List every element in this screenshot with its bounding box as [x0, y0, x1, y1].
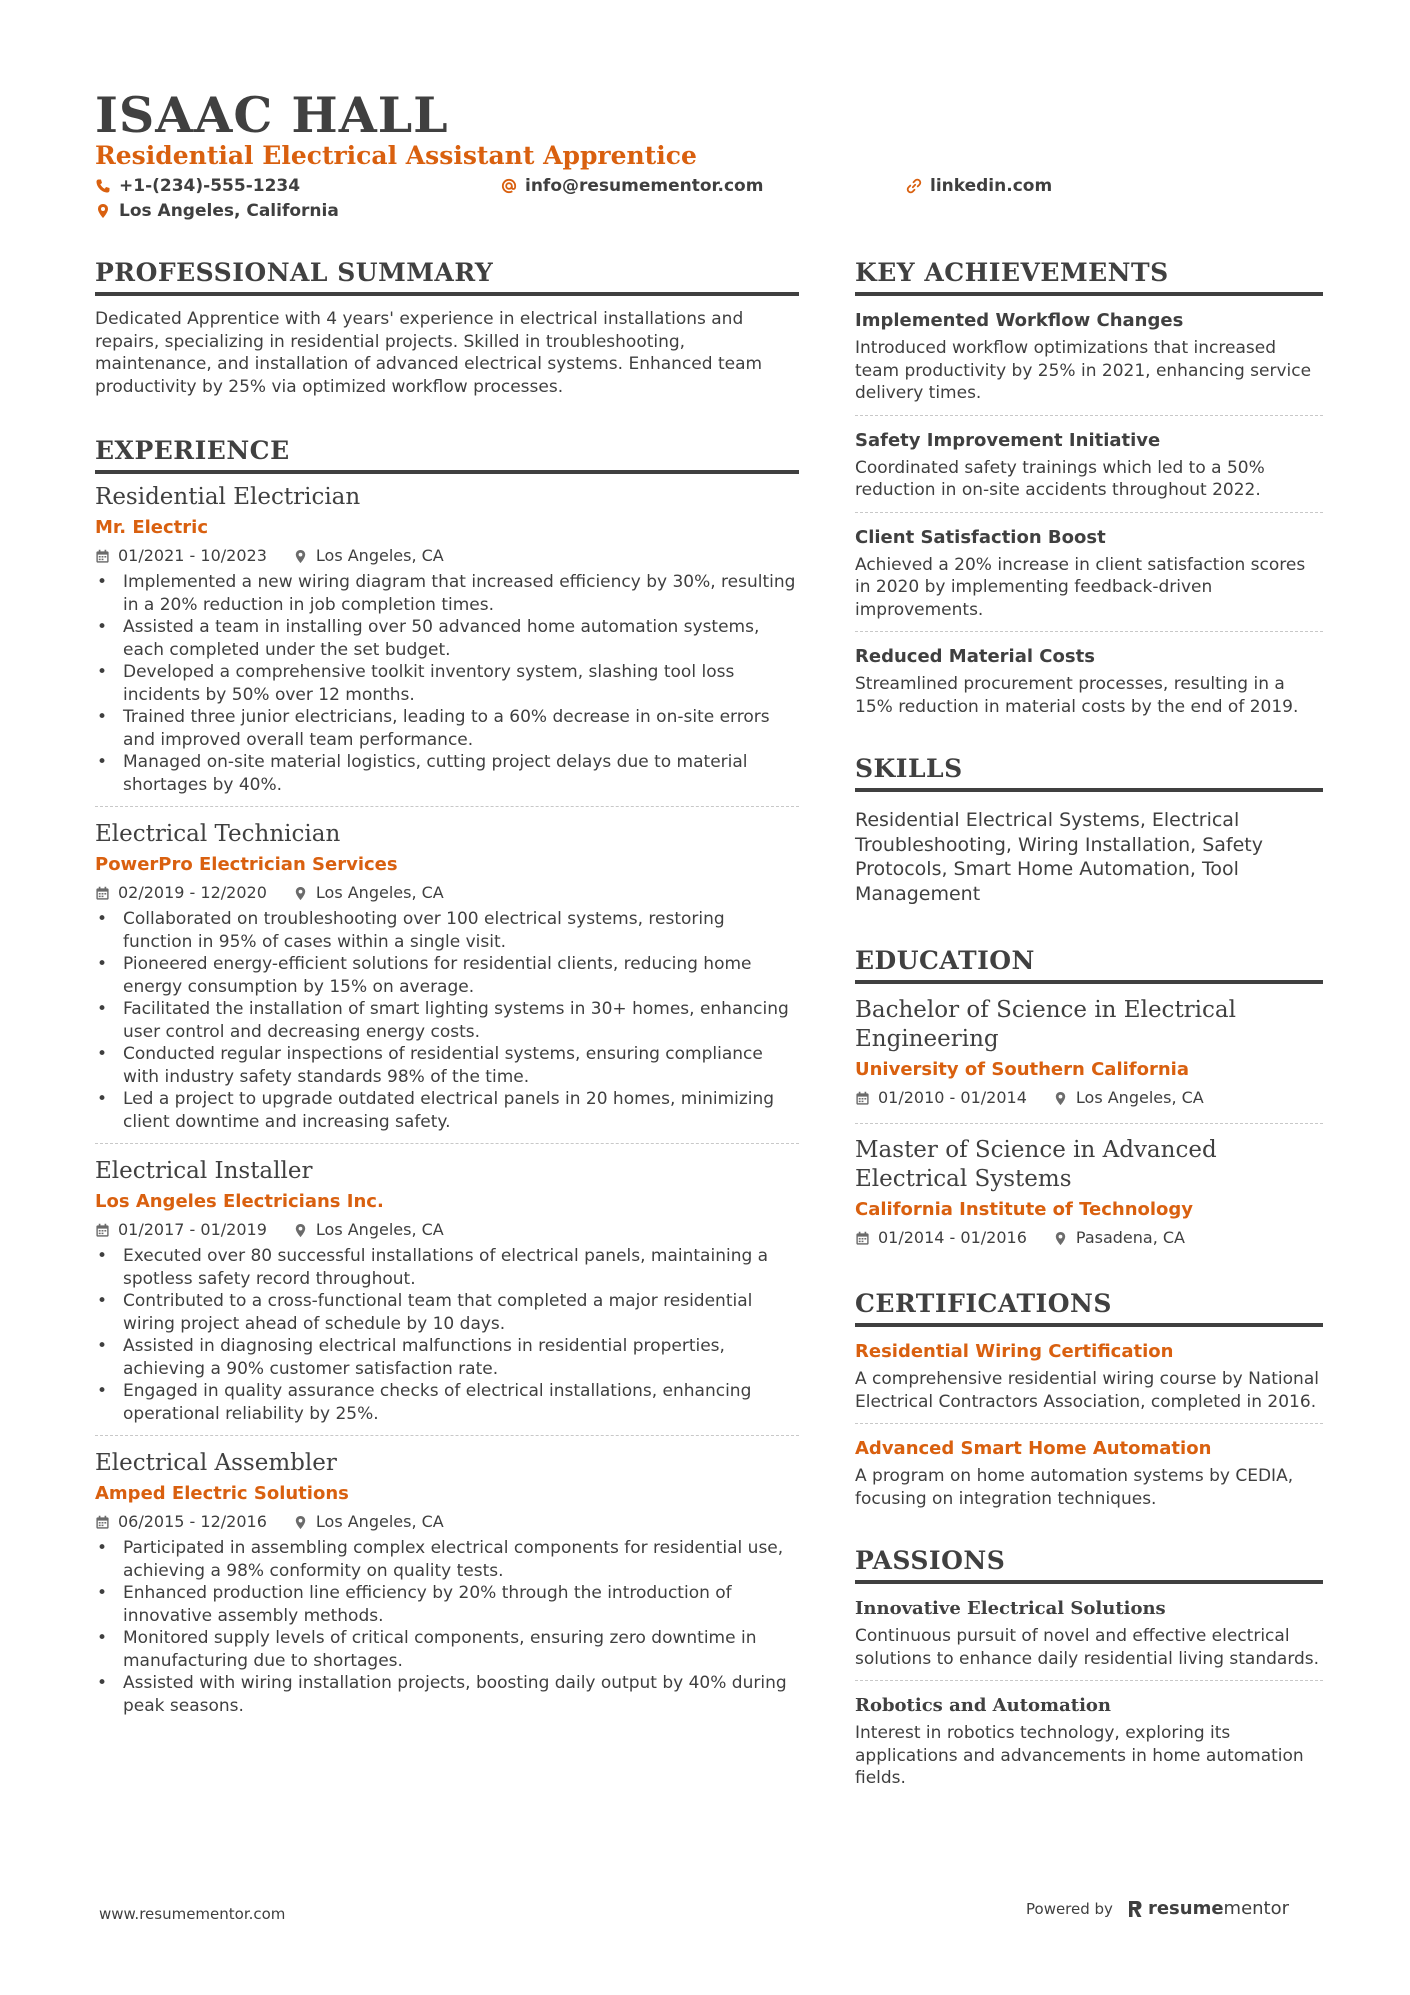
passions-section	[855, 1546, 1323, 1800]
skills-text: Residential Electrical Systems, Electrical Troubleshooting, Wiring Installation, Safety Protocols, Smart Home Automation, Tool Management	[855, 809, 1263, 905]
certifications-section	[855, 1289, 1323, 1520]
bullet-item: • Assisted with wiring installation projects, boosting daily output by 40% during peak seasons.	[95, 1672, 799, 1717]
passion-item	[855, 1693, 1323, 1800]
achievements-section	[855, 258, 1323, 728]
achievement-item	[855, 525, 1323, 633]
calendar-icon	[95, 1223, 110, 1238]
education-dates: 01/2010 - 01/2014	[878, 1088, 1027, 1107]
achievement-title: Implemented Workflow Changes	[855, 310, 1184, 331]
bullet-item: • Executed over 80 successful installations of electrical panels, maintaining a spotless safety record throughout.	[95, 1245, 799, 1290]
location-pin-icon	[293, 1515, 308, 1530]
bullet-item: • Assisted in diagnosing electrical malfunctions in residential properties, achieving a 90% customer satisfaction rate.	[95, 1335, 799, 1380]
bullet-item: • Trained three junior electricians, leading to a 60% decrease in on-site errors and improved overall team performance.	[95, 706, 799, 751]
certifications-heading: CERTIFICATIONS	[855, 1289, 1323, 1327]
achievement-title: Reduced Material Costs	[855, 646, 1095, 667]
bullet-item: • Monitored supply levels of critical components, ensuring zero downtime in manufacturing due to shortages.	[95, 1627, 799, 1672]
achievement-text: Introduced workflow optimizations that increased team productivity by 25% in 2021, enhancing service delivery times.	[855, 338, 1312, 403]
bullet-item: • Led a project to upgrade outdated electrical panels in 20 homes, minimizing client downtime and increasing safety.	[95, 1088, 799, 1133]
achievement-text: Achieved a 20% increase in client satisfaction scores in 2020 by implementing feedback-driven improvements.	[855, 554, 1306, 620]
certification-text: A program on home automation systems by CEDIA, focusing on integration techniques.	[855, 1466, 1294, 1509]
degree-title: Bachelor of Science in Electrical Engineering	[855, 997, 1236, 1052]
job-meta	[95, 882, 799, 904]
achievement-title: Safety Improvement Initiative	[855, 429, 1161, 451]
location-pin-icon	[1053, 1231, 1068, 1246]
job-meta	[95, 1219, 799, 1241]
passions-heading: PASSIONS	[855, 1546, 1323, 1584]
passion-text: Interest in robotics technology, exploring its applications and advancements in home automation fields.	[855, 1723, 1304, 1788]
location-pin-icon	[1053, 1091, 1068, 1106]
job-location: Los Angeles, CA	[315, 546, 444, 565]
bullet-item: • Contributed to a cross-functional team that completed a major residential wiring project ahead of schedule by 10 days.	[95, 1290, 799, 1335]
bullet-item: • Enhanced production line efficiency by 20% through the introduction of innovative assembly methods.	[95, 1582, 799, 1627]
education-location: Pasadena, CA	[1075, 1228, 1185, 1247]
job-dates: 02/2019 - 12/2020	[118, 883, 267, 902]
calendar-icon	[95, 549, 110, 564]
job-title: Electrical Installer	[95, 1158, 313, 1184]
job-entry	[95, 1448, 799, 1727]
education-item	[855, 1136, 1323, 1263]
job-entry	[95, 819, 799, 1144]
job-meta	[95, 1511, 799, 1533]
achievements-heading: KEY ACHIEVEMENTS	[855, 258, 1323, 296]
achievement-text: Streamlined procurement processes, resulting in a 15% reduction in material costs by the end of 2019.	[855, 674, 1299, 717]
achievement-item	[855, 428, 1323, 513]
calendar-icon	[855, 1231, 870, 1246]
education-heading: EDUCATION	[855, 946, 1323, 984]
footer-website[interactable]: www.resumementor.com	[99, 1905, 286, 1923]
achievement-title: Client Satisfaction Boost	[855, 526, 1106, 548]
education-meta	[855, 1227, 1323, 1249]
job-bullets	[95, 571, 799, 796]
location-pin-icon	[293, 549, 308, 564]
certification-item	[855, 1436, 1323, 1520]
brand-light: mentor	[1223, 1898, 1290, 1919]
summary-text: Dedicated Apprentice with 4 years' experience in electrical installations and repairs, specializing in residential projects. Skilled in troubleshooting, maintenance, and installation of advanced electrical systems. Enhanced team productivity by 25% via optimized workflow processes.	[95, 309, 763, 397]
job-meta	[95, 545, 799, 567]
at-icon	[501, 178, 517, 194]
job-title: Residential Electrician	[95, 484, 361, 510]
education-section	[855, 946, 1323, 1263]
job-location: Los Angeles, CA	[315, 1220, 444, 1239]
job-dates: 01/2017 - 01/2019	[118, 1220, 267, 1239]
bullet-item: • Developed a comprehensive toolkit inventory system, slashing tool loss incidents by 50% over 12 months.	[95, 661, 799, 706]
footer-powered-by	[1026, 1898, 1289, 1919]
certification-title: Residential Wiring Certification	[855, 1341, 1174, 1362]
location-pin-icon	[95, 203, 111, 219]
job-company: Mr. Electric	[95, 517, 208, 538]
linkedin-text[interactable]: linkedin.com	[930, 176, 1053, 196]
passion-title: Innovative Electrical Solutions	[855, 1598, 1166, 1619]
bullet-item: • Assisted a team in installing over 50 advanced home automation systems, each completed under the set budget.	[95, 616, 799, 661]
job-company: Amped Electric Solutions	[95, 1483, 349, 1504]
right-column	[855, 258, 1323, 1812]
bullet-item: • Implemented a new wiring diagram that increased efficiency by 30%, resulting in a 20% reduction in job completion times.	[95, 571, 799, 616]
school-name: California Institute of Technology	[855, 1199, 1194, 1220]
calendar-icon	[95, 886, 110, 901]
candidate-name: ISAAC HALL	[95, 86, 449, 144]
bullet-item: • Engaged in quality assurance checks of electrical installations, enhancing operational reliability by 25%.	[95, 1380, 799, 1425]
certification-text: A comprehensive residential wiring course by National Electrical Contractors Association, completed in 2016.	[855, 1369, 1319, 1412]
contact-phone	[95, 175, 300, 197]
location-pin-icon	[293, 1223, 308, 1238]
calendar-icon	[855, 1091, 870, 1106]
education-meta	[855, 1087, 1323, 1109]
education-item	[855, 996, 1323, 1124]
job-location: Los Angeles, CA	[315, 1512, 444, 1531]
job-dates: 06/2015 - 12/2016	[118, 1512, 267, 1531]
achievement-text: Coordinated safety trainings which led to a 50% reduction in on-site accidents throughout 2022.	[855, 457, 1265, 500]
passion-item	[855, 1596, 1323, 1681]
skills-heading: SKILLS	[855, 754, 1323, 792]
job-dates: 01/2021 - 10/2023	[118, 546, 267, 565]
school-name: University of Southern California	[855, 1059, 1190, 1080]
passion-text: Continuous pursuit of novel and effective electrical solutions to enhance daily residential living standards.	[855, 1626, 1320, 1669]
left-column	[95, 258, 799, 1739]
job-bullets	[95, 1537, 799, 1717]
certification-item	[855, 1339, 1323, 1424]
bullet-item: • Managed on-site material logistics, cutting project delays due to material shortages by 40%.	[95, 751, 799, 796]
job-company: PowerPro Electrician Services	[95, 854, 398, 875]
bullet-item: • Conducted regular inspections of residential systems, ensuring compliance with industry safety standards 98% of the time.	[95, 1043, 799, 1088]
contact-linkedin[interactable]	[906, 175, 1052, 197]
certification-title: Advanced Smart Home Automation	[855, 1438, 1212, 1459]
achievement-item	[855, 644, 1323, 728]
candidate-role: Residential Electrical Assistant Apprentice	[95, 141, 697, 170]
experience-heading: EXPERIENCE	[95, 436, 799, 474]
skills-section	[855, 754, 1323, 906]
job-entry	[95, 1156, 799, 1436]
job-company: Los Angeles Electricians Inc.	[95, 1191, 384, 1212]
degree-title: Master of Science in Advanced Electrical Systems	[855, 1137, 1217, 1192]
job-title: Electrical Technician	[95, 821, 341, 847]
bullet-item: • Collaborated on troubleshooting over 100 electrical systems, restoring function in 95% of cases within a single visit.	[95, 908, 799, 953]
powered-by-label: Powered by	[1026, 1899, 1113, 1918]
job-bullets	[95, 1245, 799, 1425]
achievement-item	[855, 308, 1323, 416]
resumementor-logo-icon	[1127, 1899, 1143, 1919]
phone-text: +1-(234)-555-1234	[119, 176, 301, 196]
bullet-item: • Participated in assembling complex electrical components for residential use, achieving a 98% conformity on quality tests.	[95, 1537, 799, 1582]
link-icon	[906, 178, 922, 194]
calendar-icon	[95, 1515, 110, 1530]
job-bullets	[95, 908, 799, 1133]
summary-heading: PROFESSIONAL SUMMARY	[95, 258, 799, 296]
location-pin-icon	[293, 886, 308, 901]
bullet-item: • Facilitated the installation of smart lighting systems in 30+ homes, enhancing user control and decreasing energy costs.	[95, 998, 799, 1043]
summary-section	[95, 258, 799, 398]
email-text[interactable]: info@resumementor.com	[525, 176, 764, 196]
job-location: Los Angeles, CA	[315, 883, 444, 902]
bullet-item: • Pioneered energy-efficient solutions for residential clients, reducing home energy consumption by 15% on average.	[95, 953, 799, 998]
job-title: Electrical Assembler	[95, 1450, 337, 1476]
phone-icon	[95, 178, 111, 194]
job-entry	[95, 482, 799, 807]
resumementor-logo[interactable]	[1127, 1898, 1289, 1919]
education-location: Los Angeles, CA	[1075, 1088, 1204, 1107]
education-dates: 01/2014 - 01/2016	[878, 1228, 1027, 1247]
brand-bold: resume	[1147, 1898, 1224, 1919]
contact-email[interactable]	[501, 175, 763, 197]
contact-location	[95, 200, 339, 222]
location-text: Los Angeles, California	[119, 201, 339, 221]
experience-section	[95, 436, 799, 1727]
passion-title: Robotics and Automation	[855, 1695, 1111, 1716]
